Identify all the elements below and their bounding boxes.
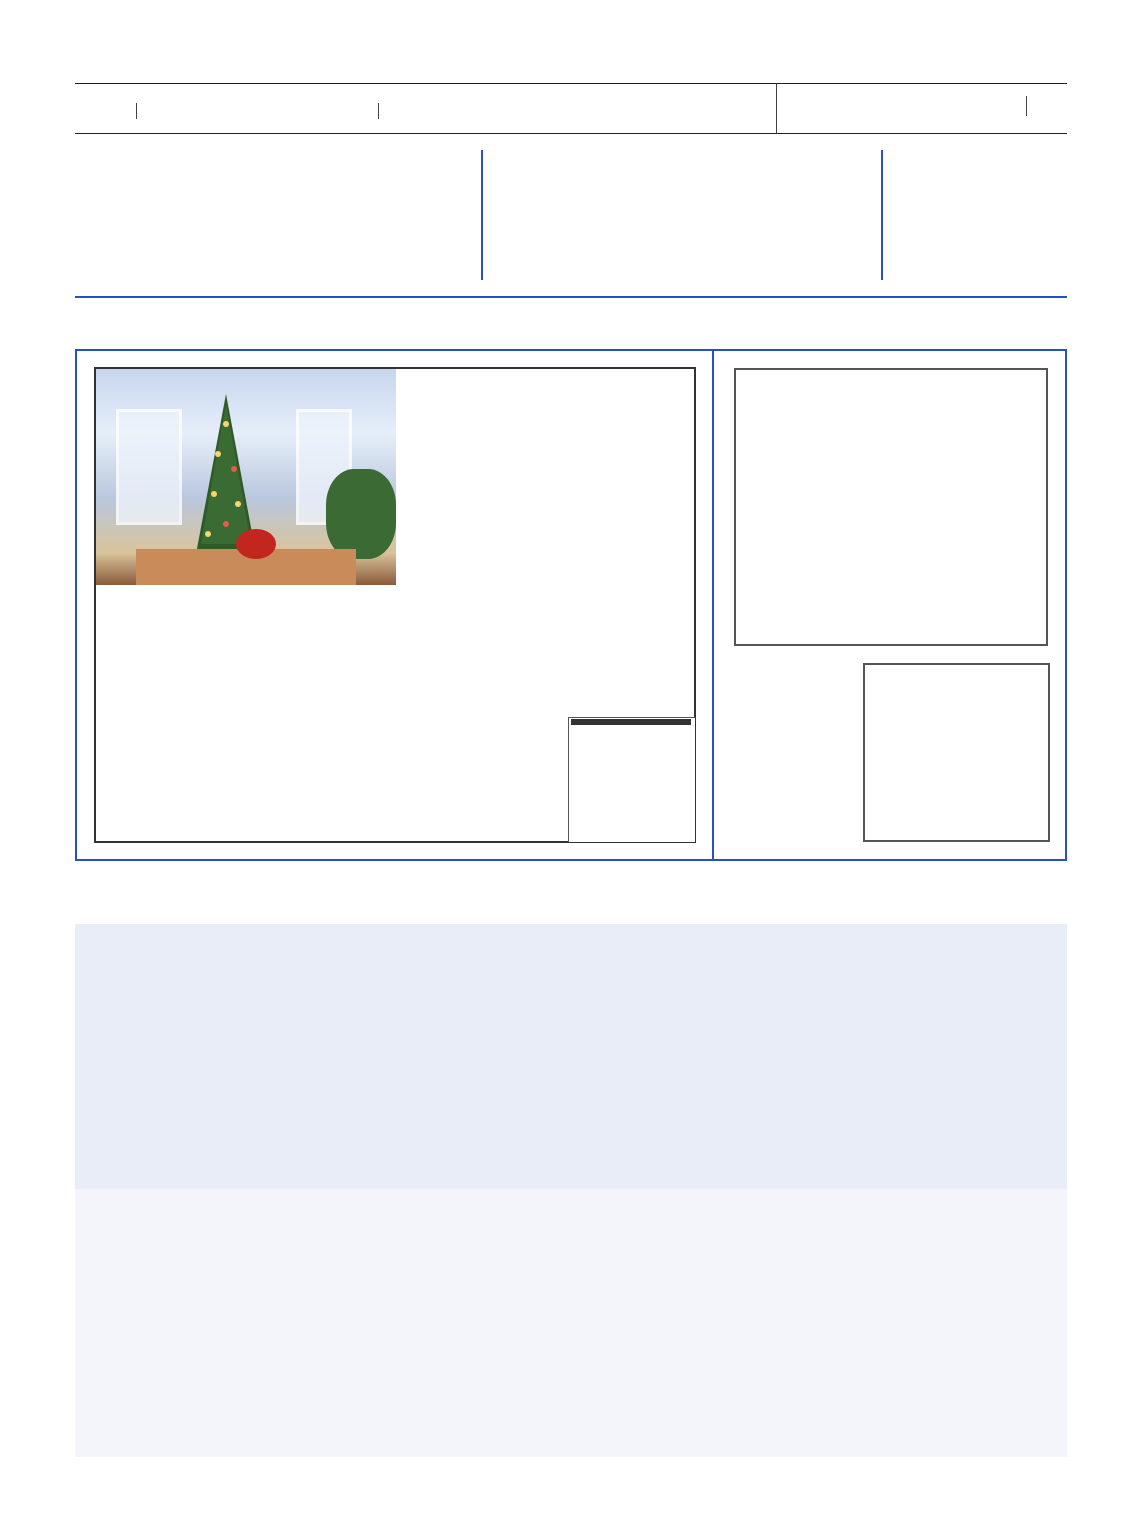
window [116,409,182,525]
horoscope-row-bg [75,924,1067,1189]
poinsettia [236,529,276,559]
puzzle-sudoku-divider [712,349,714,861]
solution-stripe [571,719,691,725]
sudoku-board [734,368,1048,646]
christmas-tree-photo [96,369,396,585]
header-bottom-rule [75,133,1067,134]
crossword-grid [94,367,696,843]
column-divider [881,150,883,280]
sudoku-solution-board [863,663,1050,842]
section-rule [75,296,1067,298]
garland [326,469,396,559]
header-separator [378,103,379,119]
farmacia-coquimbo-ovalle [642,184,877,266]
column-divider [481,150,483,280]
header-separator [136,103,137,119]
puzzle-solution-box [568,717,695,842]
farmacia-la-serena [495,184,635,225]
header-separator [776,84,777,133]
header-top-rule [75,83,1067,84]
header-separator [1026,96,1027,116]
horoscope-row-bg [75,1189,1067,1457]
